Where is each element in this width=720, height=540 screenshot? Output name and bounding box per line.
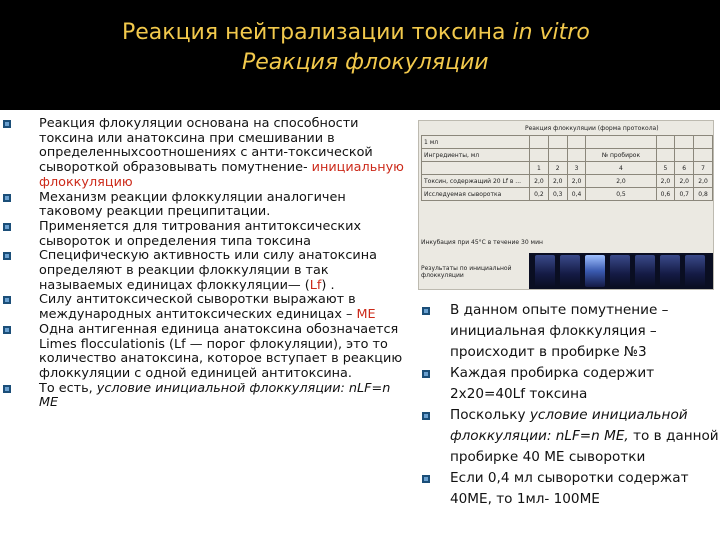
protocol-cell xyxy=(656,136,675,149)
protocol-cell xyxy=(567,149,586,162)
bullet-text: Реакция флокуляции основана на способности токсина или анатоксина при смешивании в определенныхсоотношениях с анти-токсической сывороткой образовывать помутнение- xyxy=(39,116,373,176)
protocol-results-label: Результаты по инициальной флоккуляции xyxy=(421,265,512,279)
test-tube-1 xyxy=(535,255,555,287)
bullet-text: Одна антигенная единица анатоксина обозначается Limes flocculationis (Lf — порог флокуляции), это то количество анатоксина, которое вступает в реакцию флоккуляции с одной единицей антитоксина. xyxy=(39,321,403,381)
protocol-row xyxy=(422,149,713,162)
bullet-marker-icon xyxy=(422,475,430,483)
protocol-cell: 0,2 xyxy=(530,188,549,201)
protocol-cell: 0,8 xyxy=(694,188,713,201)
protocol-cell xyxy=(548,149,567,162)
bullet-text: условие инициальной флоккуляции: nLF=n МЕ, xyxy=(450,407,688,444)
bullet-marker-icon xyxy=(3,120,11,128)
bullet-marker-icon xyxy=(422,307,430,315)
bullet-item xyxy=(420,405,720,468)
protocol-cell: № пробирок xyxy=(586,149,656,162)
protocol-table-image xyxy=(418,120,714,290)
protocol-cell xyxy=(675,149,694,162)
protocol-row xyxy=(422,136,713,149)
bullet-text: Специфическую активность или силу анатоксина определяют в реакции флоккуляции в так называемых единицах флоккуляции— ( xyxy=(39,248,377,293)
bullet-text: Если 0,4 мл сыворотки содержат 40МЕ, то 1мл- 100МЕ xyxy=(450,470,689,507)
bullet-text: То есть, xyxy=(39,380,97,396)
protocol-row xyxy=(422,188,713,201)
bullet-item xyxy=(0,117,410,191)
bullet-item xyxy=(0,293,410,322)
protocol-cell: 2 xyxy=(548,162,567,175)
protocol-cell: 0,6 xyxy=(656,188,675,201)
protocol-cell: 6 xyxy=(675,162,694,175)
right-bullet-list xyxy=(420,300,720,510)
protocol-cell: 2,0 xyxy=(548,175,567,188)
test-tube-6 xyxy=(660,255,680,287)
left-bullet-list xyxy=(0,117,410,411)
test-tube-5 xyxy=(635,255,655,287)
protocol-row-label: Токсин, содержащий 20 Lf в ... xyxy=(422,175,530,188)
protocol-cell: 0,3 xyxy=(548,188,567,201)
protocol-cell: 0,7 xyxy=(675,188,694,201)
bullet-marker-icon xyxy=(3,326,11,334)
protocol-cell: 7 xyxy=(694,162,713,175)
protocol-cell: 2,0 xyxy=(694,175,713,188)
protocol-cell: 0,4 xyxy=(567,188,586,201)
protocol-cell: 2,0 xyxy=(530,175,549,188)
protocol-cell: 0,5 xyxy=(586,188,656,201)
test-tube-3 xyxy=(585,255,605,287)
protocol-cell: 5 xyxy=(656,162,675,175)
bullet-item xyxy=(420,363,720,405)
bullet-text: Lf xyxy=(309,277,322,293)
protocol-cell: 2,0 xyxy=(586,175,656,188)
protocol-cell xyxy=(530,149,549,162)
protocol-row xyxy=(422,162,713,175)
protocol-grid xyxy=(421,135,713,201)
protocol-title: Реакция флоккуляции (форма протокола) xyxy=(525,125,659,132)
protocol-cell xyxy=(530,136,549,149)
bullet-marker-icon xyxy=(3,296,11,304)
bullet-text: условие инициальной флоккуляции: nLF=n МЕ xyxy=(39,380,391,411)
bullet-text: Поскольку xyxy=(450,407,530,423)
bullet-text: то в данной пробирке 40 МЕ сыворотки xyxy=(450,428,719,465)
protocol-row xyxy=(422,175,713,188)
page-title: Реакция нейтрализации токсина in vitro xyxy=(122,20,590,45)
bullet-marker-icon xyxy=(422,412,430,420)
protocol-row-label xyxy=(422,162,530,175)
bullet-item xyxy=(0,323,410,382)
test-tube-7 xyxy=(685,255,705,287)
bullet-marker-icon xyxy=(3,385,11,393)
test-tubes-photo xyxy=(529,253,713,289)
protocol-cell xyxy=(694,149,713,162)
bullet-text: Каждая пробирка содержит 2х20=40Lf токсина xyxy=(450,365,655,402)
page-subtitle: Реакция флокуляции xyxy=(242,50,489,75)
bullet-text: Механизм реакции флоккуляции аналогичен таковому реакции преципитации. xyxy=(39,189,346,220)
protocol-cell xyxy=(548,136,567,149)
test-tube-4 xyxy=(610,255,630,287)
title-bar xyxy=(0,0,720,110)
protocol-cell xyxy=(675,136,694,149)
protocol-cell: 3 xyxy=(567,162,586,175)
bullet-item xyxy=(0,249,410,293)
protocol-cell: 1 xyxy=(530,162,549,175)
bullet-text: инициальную флоккуляцию xyxy=(39,160,404,190)
protocol-incubation: Инкубация при 45°С в течение 30 мин xyxy=(421,239,543,246)
bullet-text: МЕ xyxy=(356,307,376,323)
bullet-marker-icon xyxy=(422,370,430,378)
bullet-item xyxy=(0,191,410,220)
protocol-cell xyxy=(567,136,586,149)
protocol-cell: 2,0 xyxy=(675,175,694,188)
bullet-item xyxy=(0,220,410,249)
bullet-text: В данном опыте помутнение – инициальная флоккуляция – происходит в пробирке №3 xyxy=(450,302,669,360)
protocol-row-label: Ингредиенты, мл xyxy=(422,149,530,162)
protocol-cell: 4 xyxy=(586,162,656,175)
protocol-cell xyxy=(656,149,675,162)
bullet-text: Силу антитоксической сыворотки выражают в международных антитоксических единицах – xyxy=(39,292,357,323)
protocol-cell xyxy=(694,136,713,149)
bullet-text: Применяется для титрования антитоксических сывороток и определения типа токсина xyxy=(39,218,362,249)
bullet-marker-icon xyxy=(3,223,11,231)
bullet-item xyxy=(420,300,720,363)
bullet-marker-icon xyxy=(3,194,11,202)
test-tube-2 xyxy=(560,255,580,287)
protocol-row-label: 1 мл xyxy=(422,136,530,149)
protocol-cell: 2,0 xyxy=(656,175,675,188)
bullet-item xyxy=(420,468,720,510)
protocol-row-label: Исследуемая сыворотка xyxy=(422,188,530,201)
protocol-cell: 2,0 xyxy=(567,175,586,188)
bullet-item xyxy=(0,382,410,411)
protocol-cell xyxy=(586,136,656,149)
bullet-text: ) . xyxy=(321,277,335,293)
bullet-marker-icon xyxy=(3,252,11,260)
